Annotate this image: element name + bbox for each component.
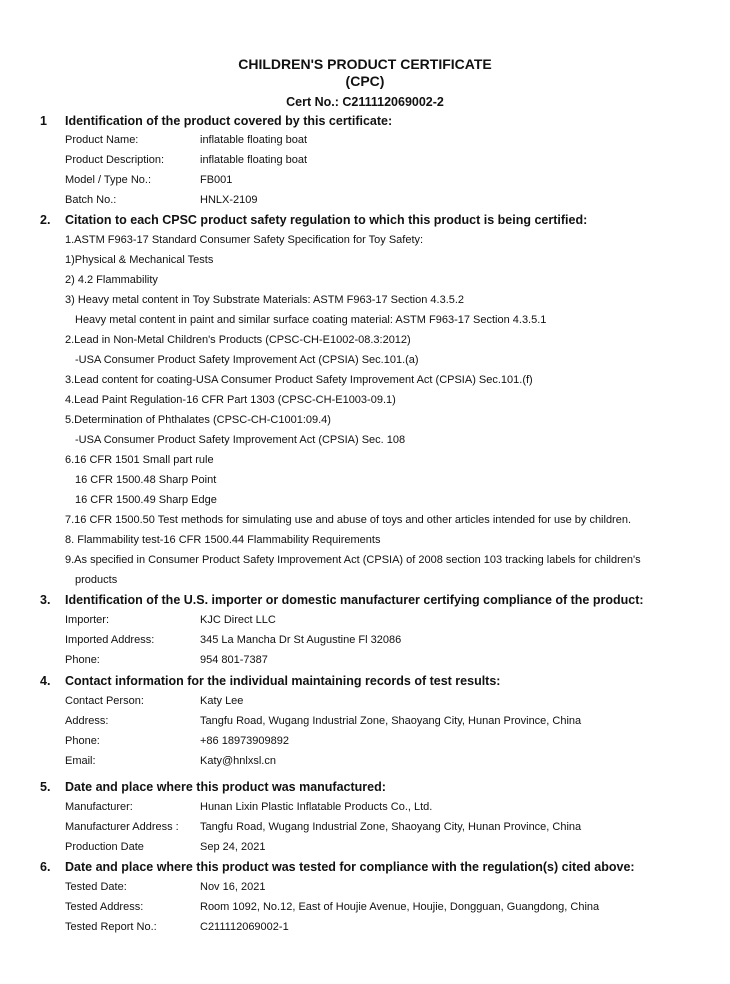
field-label: Production Date [65, 841, 144, 853]
regulation-item: 6.16 CFR 1501 Small part rule [65, 454, 214, 466]
field-value: 954 801-7387 [200, 654, 268, 666]
section-number: 6. [40, 860, 51, 874]
field-label: Phone: [65, 735, 100, 747]
field-label: Batch No.: [65, 194, 117, 206]
document-subtitle: (CPC) [345, 73, 385, 89]
field-value: Hunan Lixin Plastic Inflatable Products Co., Ltd. [200, 801, 433, 813]
field-value: inflatable floating boat [200, 154, 308, 166]
field-label: Address: [65, 715, 109, 727]
section-heading: Date and place where this product was manufactured: [65, 780, 386, 794]
field-value: HNLX-2109 [200, 194, 258, 206]
section-heading: Contact information for the individual maintaining records of test results: [65, 674, 501, 688]
cert-number: Cert No.: C211112069002-2 [286, 95, 444, 109]
field-value: Katy@hnlxsl.cn [200, 755, 276, 767]
regulation-item: 3) Heavy metal content in Toy Substrate Materials: ASTM F963-17 Section 4.3.5.2 [65, 294, 465, 306]
section-heading: Date and place where this product was tested for compliance with the regulation(s) cited above: [65, 860, 635, 874]
regulation-item: 7.16 CFR 1500.50 Test methods for simulating use and abuse of toys and other articles intended for use by children. [65, 514, 632, 526]
field-label: Email: [65, 755, 96, 767]
field-label: Contact Person: [65, 695, 144, 707]
regulation-item: 5.Determination of Phthalates (CPSC-CH-C1001:09.4) [65, 414, 331, 426]
regulation-item: 4.Lead Paint Regulation-16 CFR Part 1303 (CPSC-CH-E1003-09.1) [65, 394, 396, 406]
field-value: +86 18973909892 [200, 735, 290, 747]
field-value: Tangfu Road, Wugang Industrial Zone, Shaoyang City, Hunan Province, China [200, 715, 582, 727]
document-title: CHILDREN'S PRODUCT CERTIFICATE [238, 56, 492, 72]
regulation-item: 2) 4.2 Flammability [65, 274, 158, 286]
regulation-item: 9.As specified in Consumer Product Safety Improvement Act (CPSIA) of 2008 section 103 tracking labels for children's [65, 554, 641, 566]
field-value: Nov 16, 2021 [200, 881, 266, 893]
field-label: Imported Address: [65, 634, 155, 646]
section-heading: Identification of the product covered by this certificate: [65, 114, 393, 128]
section-number: 5. [40, 780, 51, 794]
regulation-item: products [75, 574, 118, 586]
field-value: Katy Lee [200, 695, 244, 707]
regulation-item: 1)Physical & Mechanical Tests [65, 254, 214, 266]
field-label: Manufacturer Address : [65, 821, 179, 833]
section-number: 2. [40, 213, 51, 227]
section-number: 4. [40, 674, 51, 688]
field-label: Manufacturer: [65, 801, 133, 813]
section-number: 3. [40, 593, 51, 607]
regulation-item: 1.ASTM F963-17 Standard Consumer Safety Specification for Toy Safety: [65, 234, 424, 246]
field-label: Importer: [65, 614, 110, 626]
field-label: Model / Type No.: [65, 174, 152, 186]
field-value: 345 La Mancha Dr St Augustine Fl 32086 [200, 634, 402, 646]
section-heading: Citation to each CPSC product safety regulation to which this product is being certified: [65, 213, 588, 227]
regulation-item: -USA Consumer Product Safety Improvement Act (CPSIA) Sec.101.(a) [75, 354, 419, 366]
regulation-item: 3.Lead content for coating-USA Consumer Product Safety Improvement Act (CPSIA) Sec.101.(f) [65, 374, 533, 386]
section-heading: Identification of the U.S. importer or domestic manufacturer certifying compliance of the product: [65, 593, 644, 607]
field-value: FB001 [200, 174, 233, 186]
field-value: Sep 24, 2021 [200, 841, 266, 853]
regulation-item: 8. Flammability test-16 CFR 1500.44 Flammability Requirements [65, 534, 381, 546]
field-label: Tested Date: [65, 881, 127, 893]
regulation-item: Heavy metal content in paint and similar surface coating material: ASTM F963-17 Section 4.3.5.1 [75, 314, 547, 326]
field-label: Phone: [65, 654, 100, 666]
field-label: Tested Report No.: [65, 921, 157, 933]
regulation-item: 16 CFR 1500.49 Sharp Edge [75, 494, 217, 506]
field-value: Tangfu Road, Wugang Industrial Zone, Shaoyang City, Hunan Province, China [200, 821, 582, 833]
field-value: Room 1092, No.12, East of Houjie Avenue, Houjie, Dongguan, Guangdong, China [200, 901, 600, 913]
field-value: inflatable floating boat [200, 134, 308, 146]
field-value: KJC Direct LLC [200, 614, 276, 626]
field-label: Product Name: [65, 134, 139, 146]
regulation-item: -USA Consumer Product Safety Improvement Act (CPSIA) Sec. 108 [75, 434, 406, 446]
section-number: 1 [40, 114, 47, 128]
field-value: C211112069002-1 [200, 921, 289, 933]
field-label: Tested Address: [65, 901, 144, 913]
regulation-item: 16 CFR 1500.48 Sharp Point [75, 474, 217, 486]
field-label: Product Description: [65, 154, 165, 166]
regulation-item: 2.Lead in Non-Metal Children's Products (CPSC-CH-E1002-08.3:2012) [65, 334, 411, 346]
